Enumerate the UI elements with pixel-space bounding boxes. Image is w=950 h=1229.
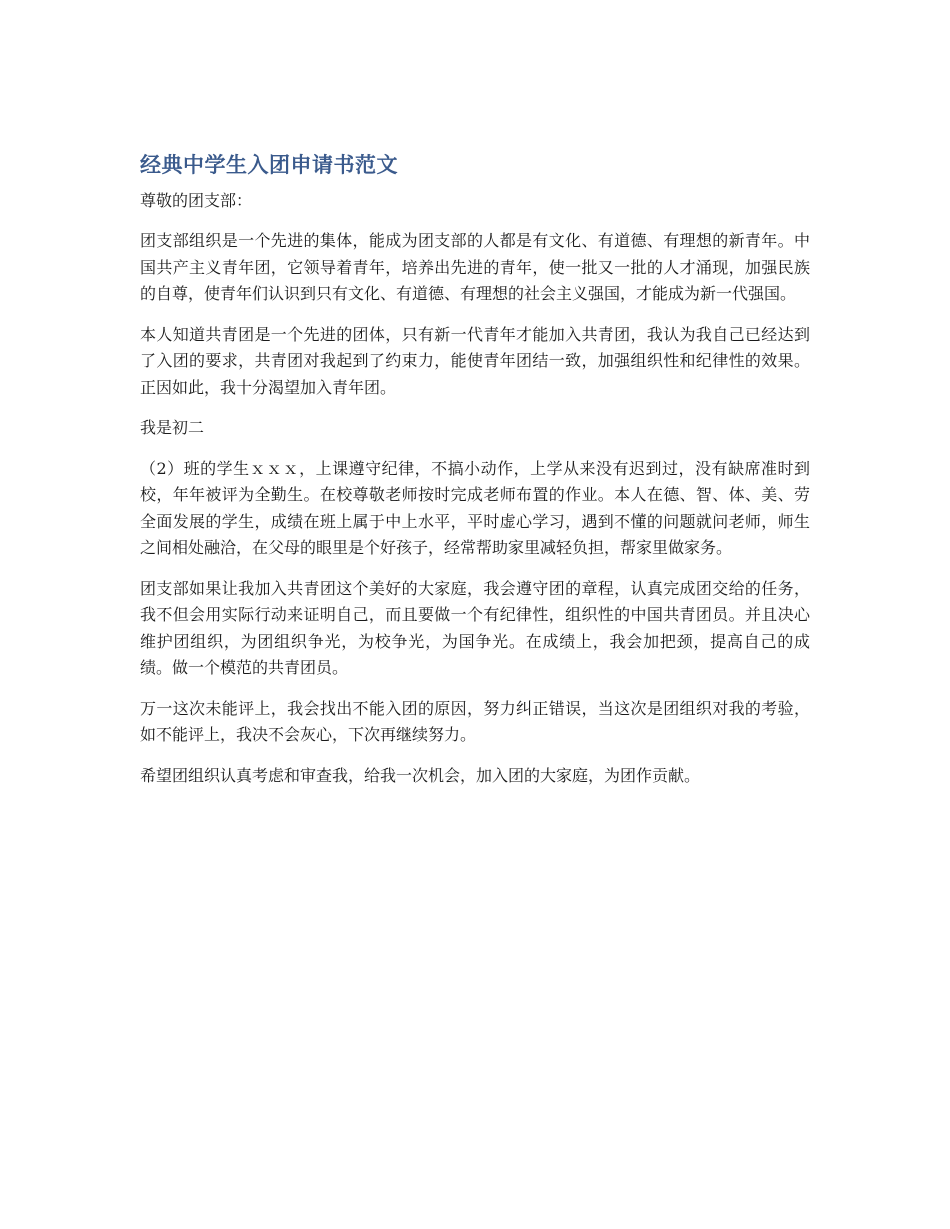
salutation: 尊敬的团支部： <box>140 191 253 210</box>
paragraph-5: 团支部如果让我加入共青团这个美好的大家庭，我会遵守团的章程，认真完成团交给的任务，我不但会用实际行动来证明自己，而且要做一个有纪律性，组织性的中国共青团员。并且决心维护团组织，为团组织争光，为校争光，为国争光。在成绩上，我会加把颈，提高自己的成绩。做一个模范的共青团员。 <box>140 578 810 677</box>
paragraph-1: 团支部组织是一个先进的集体，能成为团支部的人都是有文化、有道德、有理想的新青年。中国共产主义青年团，它领导着青年，培养出先进的青年，使一批又一批的人才涌现，加强民族的自尊，使青年们认识到只有文化、有道德、有理想的社会主义强国，才能成为新一代强国。 <box>140 231 810 303</box>
document-title: 经典中学生入团申请书范文 <box>140 153 398 177</box>
document-page <box>140 148 810 803</box>
paragraph-2: 本人知道共青团是一个先进的团体，只有新一代青年才能加入共青团，我认为我自己已经达到了入团的要求，共青团对我起到了约束力，能使青年团结一致，加强组织性和纪律性的效果。正因如此，我十分渴望加入青年团。 <box>140 324 810 397</box>
paragraph-4: （2）班的学生ｘｘｘ，上课遵守纪律，不搞小动作，上学从来没有迟到过，没有缺席准时到校，年年被评为全勤生。在校尊敬老师按时完成老师布置的作业。本人在德、智、体、美、劳全面发展的学生，成绩在班上属于中上水平，平时虚心学习，遇到不懂的问题就问老师，师生之间相处融洽，在父母的眼里是个好孩子，经常帮助家里减轻负担，帮家里做家务。 <box>140 458 810 557</box>
paragraph-3: 我是初二 <box>140 418 205 437</box>
paragraph-6: 万一这次未能评上，我会找出不能入团的原因，努力纠正错误，当这次是团组织对我的考验，如不能评上，我决不会灰心，下次再继续努力。 <box>140 698 810 744</box>
paragraph-7: 希望团组织认真考虑和审查我，给我一次机会，加入团的大家庭，为团作贡献。 <box>140 765 701 785</box>
